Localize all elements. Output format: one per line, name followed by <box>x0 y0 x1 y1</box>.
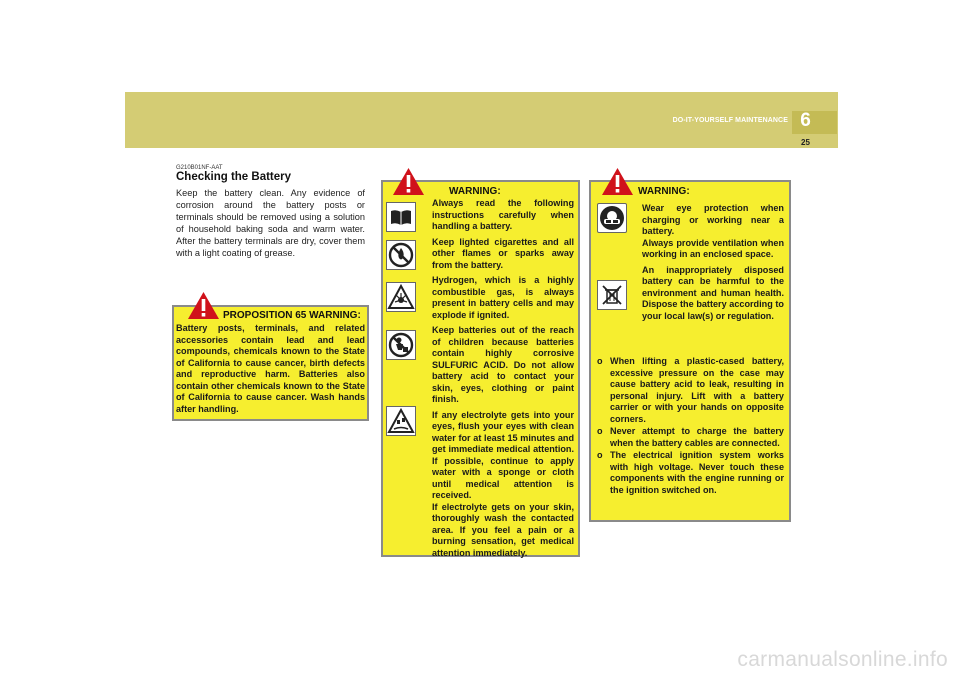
disposal-paragraph: An inappropriately disposed battery can be harmful to the environment and human health. Dispose the battery according to your local law(s) or regulation. <box>642 264 784 321</box>
ventilation-paragraph: Always provide ventilation when working in an enclosed space. <box>642 237 784 259</box>
bullet-marker: o <box>597 356 603 366</box>
warning-text <box>432 198 574 559</box>
eye-protection-text <box>642 203 784 326</box>
bullet-text: The electrical ignition system works with high voltage. Never touch these components with the engine running or the ignition switched on. <box>610 450 784 495</box>
chapter-title: DO-IT-YOURSELF MAINTENANCE <box>672 117 788 124</box>
prop65-title: PROPOSITION 65 WARNING: <box>223 310 361 321</box>
warning-paragraph: If electrolyte gets on your skin, thoroughly wash the contacted area. If you feel a pain or a burning sensation, get medical attention immediately. <box>432 501 574 558</box>
bullet-text: When lifting a plastic-cased battery, excessive pressure on the case may cause battery acid to leak, resulting in personal injury. Lift with a battery carrier or with your hands on opposite corners. <box>610 356 784 424</box>
warning-paragraph: Keep lighted cigarettes and all other flames or sparks away from the battery. <box>432 236 574 270</box>
list-item <box>597 426 784 449</box>
section-body: Keep the battery clean. Any evidence of corrosion around the battery posts or terminals should be removed using a solution of household baking soda and warm water. After the battery terminals are dry, cover them with a light coating of grease. <box>176 188 365 259</box>
watermark: carmanualsonline.info <box>737 648 948 671</box>
page-number: 25 <box>801 138 810 147</box>
warning-title: WARNING: <box>638 186 690 197</box>
explosive-gas-icon <box>386 282 416 312</box>
prop65-text: Battery posts, terminals, and related accessories contain lead and lead compounds, chemicals known to the State of California to cause cancer, birth defects and reproductive harm. Batteries also contain other chemicals known to the State of California to cause cancer. Wash hands after handling. <box>176 323 365 414</box>
alert-triangle-icon <box>392 167 425 196</box>
eye-protection-icon <box>597 203 627 233</box>
alert-triangle-icon <box>601 167 634 196</box>
warning-paragraph: If any electrolyte gets into your eyes, flush your eyes with clean water for at least 15 minutes and get immediate medical attention. If possible, continue to apply water with a sponge or cloth until medical attention is received. <box>432 409 574 500</box>
warning-paragraph: Hydrogen, which is a highly combustible gas, is always present in battery cells and may explode if ignited. <box>432 275 574 320</box>
list-item <box>597 356 784 425</box>
manual-book-icon <box>386 202 416 232</box>
bullet-list <box>597 356 784 497</box>
acid-hazard-icon <box>386 406 416 436</box>
bullet-marker: o <box>597 426 603 436</box>
keep-away-children-icon <box>386 330 416 360</box>
list-item <box>597 450 784 496</box>
section-code: G210B01NF-AAT <box>176 165 223 171</box>
eye-protection-paragraph: Wear eye protection when charging or working near a battery. <box>642 203 784 236</box>
bullet-marker: o <box>597 450 603 460</box>
section-heading: Checking the Battery <box>176 171 292 183</box>
bullet-text: Never attempt to charge the battery when the battery cables are connected. <box>610 426 784 448</box>
warning-paragraph: Always read the following instructions carefully when handling a battery. <box>432 198 574 231</box>
warning-paragraph: Keep batteries out of the reach of children because batteries contain highly corrosive SULFURIC ACID. Do not allow battery acid to contact your skin, eyes, clothing or paint finish. <box>432 325 574 404</box>
no-flame-icon <box>386 240 416 270</box>
warning-title: WARNING: <box>449 186 501 197</box>
no-trash-disposal-icon <box>597 280 627 310</box>
alert-triangle-icon <box>187 291 220 320</box>
chapter-number: 6 <box>800 110 811 131</box>
